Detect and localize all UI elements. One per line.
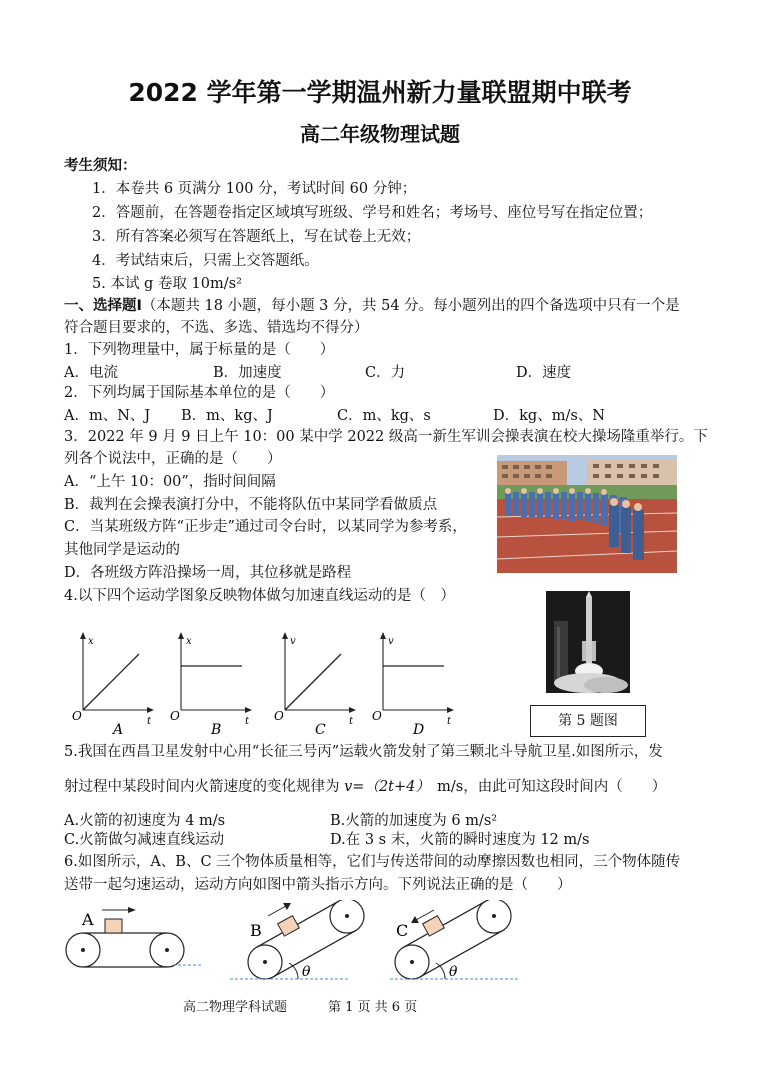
graph-c-xaxis: t [349, 716, 354, 727]
notice-item: 5. 本试 g 卷取 10m/s² [92, 276, 242, 292]
q5-stem-2 [64, 778, 666, 796]
section-desc: （本题共 18 小题，每小题 3 分，共 54 分。每小题列出的四个备选项中只有一个是 [141, 298, 680, 314]
graph-a-xaxis: t [147, 716, 152, 727]
section-desc-2: 符合题目要求的，不选、多选、错选均不得分） [64, 320, 369, 336]
footer-page: 第 1 页 共 6 页 [328, 1000, 418, 1015]
notice-heading: 考生须知： [64, 158, 137, 174]
section-heading-line [64, 297, 680, 315]
graph-b-origin: O [170, 709, 180, 723]
graph-d-xaxis: t [447, 716, 452, 727]
q5-stem-1: 5.我国在西昌卫星发射中心用“长征三号丙”运载火箭发射了第三颗北斗导航卫星.如图所示，发 [64, 744, 663, 760]
graph-a [72, 632, 154, 738]
q1-stem: 1．下列物理量中，属于标量的是（ ） [64, 342, 335, 358]
q3-option-d: D．各班级方阵沿操场一周，其位移就是路程 [64, 565, 352, 581]
section-heading: 一、选择题Ⅰ [64, 298, 142, 314]
exam-title: 2022 学年第一学期温州新力量联盟期中联考 [128, 78, 632, 107]
q3-option-a: A．“上午 10：00”，指时间间隔 [64, 474, 276, 490]
graph-b [170, 632, 252, 738]
fig5-caption: 第 5 题图 [530, 705, 646, 737]
q5-stem-2a: 射过程中某段时间内火箭速度的变化规律为 [64, 779, 345, 795]
q6-stem-2: 送带一起匀速运动，运动方向如图中箭头指示方向。下列说法正确的是（ ） [64, 877, 572, 893]
graph-d-origin: O [372, 709, 382, 723]
q1-option-d: D．速度 [516, 365, 572, 381]
q1-option-a: A．电流 [64, 365, 118, 381]
q6-stem-1: 6.如图所示，A、B、C 三个物体质量相等，它们与传送带间的动摩擦因数也相同，三个物体随传 [64, 854, 681, 870]
notice-item: 3．所有答案必须写在答题纸上，写在试卷上无效； [92, 229, 421, 245]
exam-subtitle: 高二年级物理试题 [300, 122, 460, 146]
graph-b-label: B [211, 722, 222, 738]
graph-a-yaxis: x [88, 636, 94, 647]
label-c: C [396, 921, 409, 940]
graph-c-label: C [315, 722, 326, 738]
q2-option-b: B．m、kg、J [181, 408, 273, 424]
q4-graphs [64, 628, 464, 740]
belt-b [230, 900, 364, 980]
footer-subject: 高二物理学科试题 [183, 1000, 288, 1015]
q3-stem-1: 3．2022 年 9 月 9 日上午 10：00 某中学 2022 级高一新生军训会操表演在校大操场隆重举行。下 [64, 429, 708, 445]
rocket-photo [546, 591, 630, 693]
q3-option-b: B．裁判在会操表演打分中，不能将队伍中某同学看做质点 [64, 497, 438, 513]
notice-item: 4．考试结束后，只需上交答题纸。 [92, 253, 319, 269]
graph-d-label: D [413, 722, 425, 738]
label-a: A [82, 910, 94, 929]
angle-b: θ [302, 964, 311, 980]
graph-b-xaxis: t [245, 716, 250, 727]
q5-option-d: D.在 3 s 末，火箭的瞬时速度为 12 m/s [330, 832, 590, 848]
q1-option-c: C．力 [365, 365, 406, 381]
graph-d-yaxis: v [388, 636, 394, 647]
graph-c-yaxis: v [290, 636, 296, 647]
label-b: B [250, 921, 262, 940]
graph-a-label: A [113, 722, 124, 738]
q4-stem: 4.以下四个运动学图象反映物体做匀加速直线运动的是（ ） [64, 588, 455, 604]
graph-d [372, 632, 454, 738]
q3-option-c: C．当某班级方阵“正步走”通过司令台时，以某同学为参考系， [64, 519, 467, 535]
q2-option-a: A．m、N、J [64, 408, 151, 424]
graph-b-yaxis: x [186, 636, 192, 647]
graph-c [274, 632, 356, 738]
conveyor-diagrams [60, 900, 540, 990]
q2-option-c: C．m、kg、s [337, 408, 431, 424]
q5-stem-2b: m/s，由此可知这段时间内（ ） [422, 779, 667, 795]
angle-c: θ [449, 964, 458, 980]
notice-item: 1．本卷共 6 页满分 100 分，考试时间 60 分钟； [92, 181, 417, 197]
marching-photo [497, 455, 677, 573]
q5-equation: v=（2t+4） [344, 779, 423, 795]
q5-option-c: C.火箭做匀减速直线运动 [64, 832, 225, 848]
q2-stem: 2．下列均属于国际基本单位的是（ ） [64, 385, 335, 401]
q3-stem-2: 列各个说法中，正确的是（ ） [64, 451, 282, 467]
q5-option-a: A.火箭的初速度为 4 m/s [64, 813, 226, 829]
q2-option-d: D．kg、m/s、N [493, 408, 605, 424]
graph-a-origin: O [72, 709, 82, 723]
q5-option-b: B.火箭的加速度为 6 m/s² [330, 813, 498, 829]
q3-option-c-cont: 其他同学是运动的 [64, 542, 180, 558]
q1-option-b: B．加速度 [213, 365, 282, 381]
belt-a [66, 907, 203, 967]
belt-c [390, 900, 520, 980]
graph-c-origin: O [274, 709, 284, 723]
notice-item: 2．答题前，在答题卷指定区域填写班级、学号和姓名；考场号、座位号写在指定位置； [92, 205, 653, 221]
